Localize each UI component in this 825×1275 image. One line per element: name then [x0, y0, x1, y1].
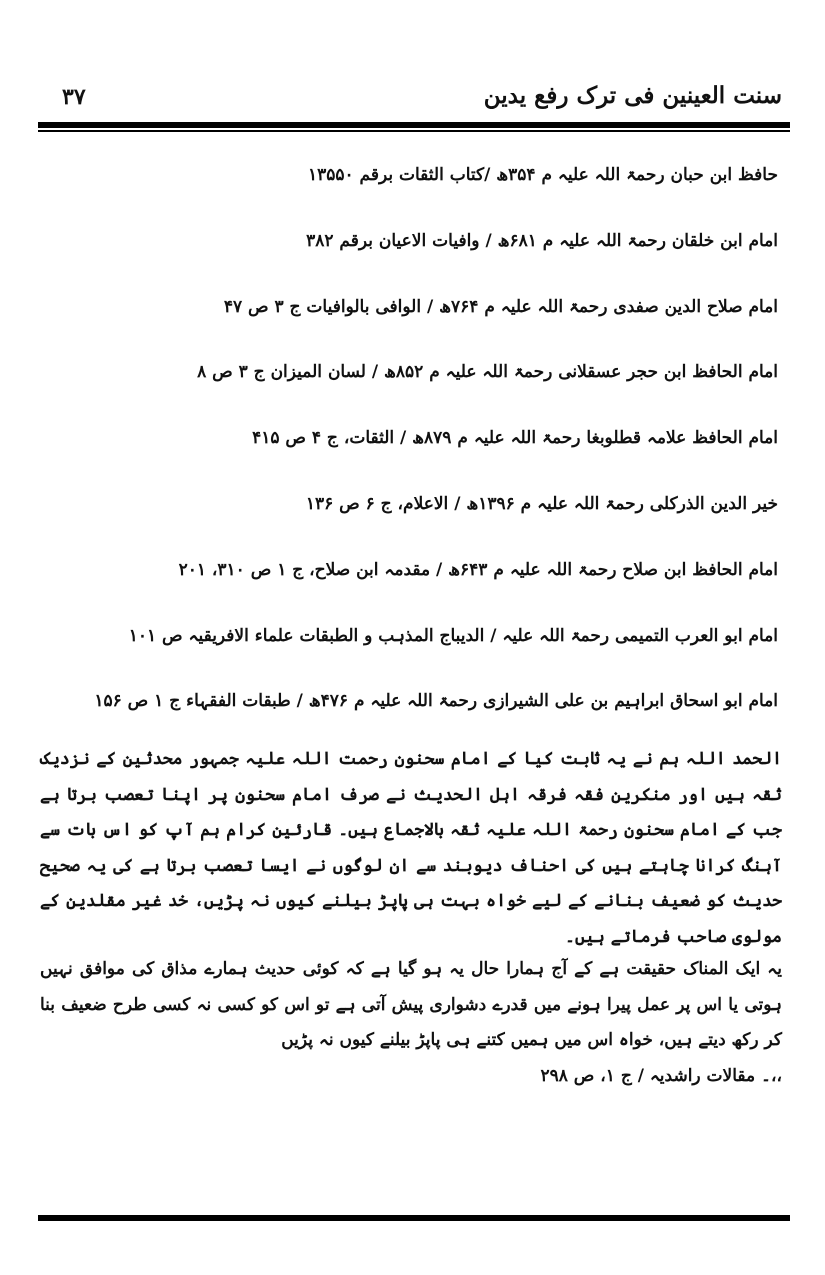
reference-item: امام الحافظ علامہ قطلوبغا رحمۃ اللہ علیہ م ۸۷۹ھ / الثقات، ج ۴ ص ۴۱۵	[252, 428, 778, 449]
reference-item: امام الحافظ ابن صلاح رحمۃ اللہ علیہ م ۶۴۳ھ / مقدمہ ابن صلاح، ج ۱ ص ۳۱۰، ۲۰۱	[178, 559, 778, 580]
quote-citation: ،،۔ مقالات راشدیہ / ج ۱، ص ۲۹۸	[540, 1065, 782, 1086]
page-number: ۳۷	[62, 84, 86, 110]
body-paragraph-1: الحمد اللہ ہم نے یہ ثابت کیا کے امام سحنون رحمت اللہ علیہ جمہور محدثین کے نزدیک ثقہ ہیں اور منکرین فقہ فرقہ اہل الحدیث نے صرف امام سحنون پر اپنا تعصب برتا ہے جب کے امام سحنون رحمۃ اللہ علیہ ثقہ بالاجماع ہیں۔ قارئین کرام ہم آپ کو اس بات سے آہنگ کرانا چاہتے ہیں کی احناف دیوبند سے ان لوگوں نے ایسا تعصب برتا ہے کی یہ صحیح حدیث کو ضعیف بنانے کے لیے خواہ بہت ہی پاپڑ بیلنے کیوں نہ پڑیں، خد غیر مقلدین کے مولوی صاحب فرماتے ہیں۔	[40, 749, 782, 947]
body-paragraph-2	[40, 952, 782, 1094]
reference-item: امام ابن خلقان رحمۃ اللہ علیہ م ۶۸۱ھ / وافیات الاعیان برقم ۳۸۲	[306, 230, 778, 251]
footer-rule	[38, 1215, 790, 1221]
reference-list	[40, 160, 780, 752]
header-rule	[38, 122, 790, 128]
reference-item: امام ابو اسحاق ابراہیم بن علی الشیرازی رحمۃ اللہ علیہ م ۴۷۶ھ / طبقات الفقہاء ج ۱ ص ۱۵۶	[94, 691, 778, 712]
quote-text: یہ ایک المناک حقیقت ہے کے آج ہمارا حال یہ ہو گیا ہے کہ کوئی حدیث ہمارے مذاق کی موافق نہیں ہوتی یا اس پر عمل پیرا ہونے میں قدرے دشواری پیش آتی ہے تو اس کو کسی نہ کسی طرح ضعیف بنا کر رکھ دیتے ہیں، خواہ اس میں ہمیں کتنے ہی پاپڑ بیلنے کیوں نہ پڑیں	[40, 959, 782, 1050]
reference-item: امام صلاح الدین صفدی رحمۃ اللہ علیہ م ۷۶۴ھ / الوافی بالوافیات ج ۳ ص ۴۷	[223, 296, 778, 317]
reference-item: خیر الدین الذرکلی رحمۃ اللہ علیہ م ۱۳۹۶ھ / الاعلام، ج ۶ ص ۱۳۶	[305, 493, 778, 514]
book-title: سنت العینین فی ترک رفع یدین	[483, 82, 782, 109]
reference-item: امام الحافظ ابن حجر عسقلانی رحمۃ اللہ علیہ م ۸۵۲ھ / لسان المیزان ج ۳ ص ۸	[197, 362, 778, 383]
header-rule-thin	[38, 130, 790, 132]
reference-item: امام ابو العرب التمیمی رحمۃ اللہ علیہ / الدیباج المذہب و الطبقات علماء الافریقیہ ص ۱۰۱	[128, 625, 778, 646]
reference-item: حافظ ابن حبان رحمۃ اللہ علیہ م ۳۵۴ھ /کتاب الثقات برقم ۱۳۵۵۰	[307, 165, 778, 185]
page-header	[40, 78, 790, 118]
